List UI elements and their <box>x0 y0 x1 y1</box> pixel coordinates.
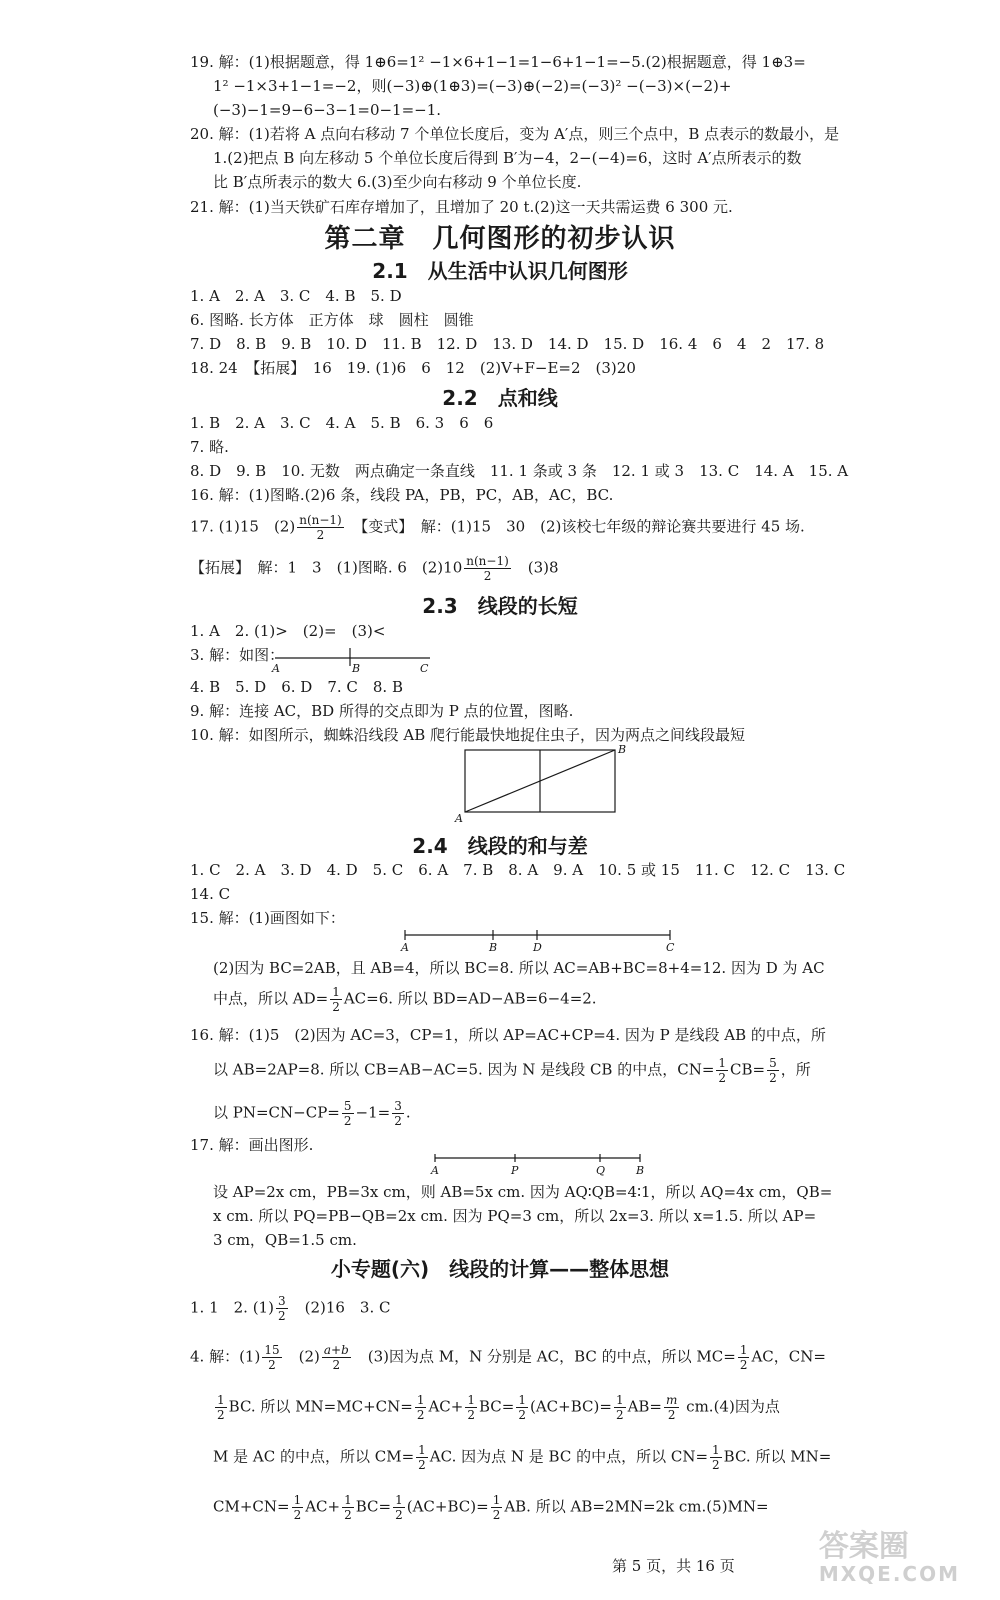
s6-line1: 1. 1 2. (1) $\frac{3}{2}$ (2)16 3. C <box>190 1294 391 1323</box>
s24-line6: 16. 解：(1)5 (2)因为 AC=3，CP=1，所以 AP=AC+CP=4. 因为 P 是线段 AB 的中点，所 <box>190 1026 826 1044</box>
label-b: B <box>489 941 498 954</box>
s6-line2: 4. 解：(1) $\frac{15}{2}$ (2) $\frac{a+b}{2}$ (3)因为点 M，N 分别是 AC，BC 的中点，所以 MC= $\frac{1}{2}$ AC，CN= <box>190 1343 826 1372</box>
fraction-half: $\frac{1}{2}$ <box>217 1393 225 1422</box>
s21-line3: 7. D 8. B 9. B 10. D 11. B 12. D 13. D 14. D 15. D 16. 4 6 4 2 17. 8 <box>190 335 825 353</box>
s22-line5: 17. (1)15 (2) $\frac{n(n-1)}{2}$ 【变式】 解：(1)15 30 (2)该校七年级的辩论赛共要进行 45 场. <box>190 513 805 542</box>
label-b: B <box>618 743 627 756</box>
label-a: A <box>455 812 463 825</box>
q20-line3: 比 B′点所表示的数大 6.(3)至少向右移动 9 个单位长度. <box>213 173 582 191</box>
section-2-3-title: 2.3 线段的长短 <box>422 594 578 618</box>
fraction-half: $\frac{1}{2}$ <box>615 1393 624 1422</box>
s24-line1: 1. C 2. A 3. D 4. D 5. C 6. A 7. B 8. A 9. A 10. 5 或 15 11. C 12. C 13. C <box>190 861 846 879</box>
s6-line5: CM+CN= $\frac{1}{2}$ AC+ $\frac{1}{2}$ BC= $\frac{1}{2}$ (AC+BC)= $\frac{1}{2}$ AB. 所以 AB=2MN=2k cm.(5)MN= <box>213 1493 769 1522</box>
fraction-three-halves: $\frac{3}{2}$ <box>277 1294 286 1323</box>
s24-line10: 设 AP=2x cm，PB=3x cm，则 AB=5x cm. 因为 AQ∶QB=4∶1，所以 AQ=4x cm，QB= <box>213 1183 833 1201</box>
label-b: B <box>636 1164 645 1177</box>
fraction-half: $\frac{1}{2}$ <box>418 1443 426 1472</box>
watermark-logo: 答案圈 MXQE.COM <box>818 1529 960 1586</box>
figure-segment-apqb <box>425 1150 655 1180</box>
fraction-half: $\frac{1}{2}$ <box>416 1393 425 1422</box>
section-2-4-title: 2.4 线段的和与差 <box>412 834 588 858</box>
label-c: C <box>666 941 675 954</box>
s24-line5: 中点，所以 AD= $\frac{1}{2}$ AC=6. 所以 BD=AD−AB=6−4=2. <box>213 985 597 1014</box>
s6-line4: M 是 AC 的中点，所以 CM= $\frac{1}{2}$ AC. 因为点 N 是 BC 的中点，所以 CN= $\frac{1}{2}$ BC. 所以 MN= <box>213 1443 832 1472</box>
label-a: A <box>272 662 280 675</box>
section-2-2-title: 2.2 点和线 <box>442 386 558 410</box>
fraction: $\frac{n(n-1)}{2}$ <box>299 513 342 542</box>
fraction-half: $\frac{1}{2}$ <box>293 1493 302 1522</box>
fraction-half: $\frac{1}{2}$ <box>467 1393 475 1422</box>
fraction-half: $\frac{1}{2}$ <box>344 1493 352 1522</box>
fraction-half: $\frac{1}{2}$ <box>718 1056 727 1085</box>
section-2-1-title: 2.1 从生活中认识几何图形 <box>372 259 628 283</box>
s22-line4: 16. 解：(1)图略.(2)6 条，线段 PA，PB，PC，AB，AC，BC. <box>190 486 614 504</box>
s21-line2: 6. 图略. 长方体 正方体 球 圆柱 圆锥 <box>190 311 474 329</box>
q21-line: 21. 解：(1)当天铁矿石库存增加了，且增加了 20 t.(2)这一天共需运费 6 300 元. <box>190 198 733 216</box>
s21-line4: 18. 24 【拓展】 16 19. (1)6 6 12 (2)V+F−E=2 (3)20 <box>190 359 636 377</box>
topic-6-title: 小专题(六) 线段的计算——整体思想 <box>330 1257 670 1281</box>
fraction-half: $\frac{1}{2}$ <box>395 1493 403 1522</box>
s6-line3: $\frac{1}{2}$ BC. 所以 MN=MC+CN= $\frac{1}{2}$ AC+ $\frac{1}{2}$ BC= $\frac{1}{2}$ (AC+BC)= $\frac{1}{2}$ AB= $\frac{m}{2}$ cm.(4)因为点 <box>217 1393 780 1422</box>
s24-line11: x cm. 所以 PQ=PB−QB=2x cm. 因为 PQ=3 cm，所以 2x=3. 所以 x=1.5. 所以 AP= <box>213 1207 817 1225</box>
s24-line4: (2)因为 BC=2AB，且 AB=4，所以 BC=8. 所以 AC=AB+BC=8+4=12. 因为 D 为 AC <box>213 959 825 977</box>
chapter-title: 第二章 几何图形的初步认识 <box>324 224 676 254</box>
q20-line2: 1.(2)把点 B 向左移动 5 个单位长度后得到 B′为−4，2−(−4)=6，这时 A′点所表示的数 <box>213 149 802 167</box>
q20-line1: 20. 解：(1)若将 A 点向右移动 7 个单位长度后，变为 A′点，则三个点中，B 点表示的数最小，是 <box>190 125 840 143</box>
fraction-m-halves: $\frac{m}{2}$ <box>666 1393 678 1422</box>
label-a: A <box>401 941 409 954</box>
q19-line2: 1² −1×3+1−1=−2，则(−3)⊕(1⊕3)=(−3)⊕(−2)=(−3)² −(−3)×(−2)+ <box>213 77 732 95</box>
q19-line3: (−3)−1=9−6−3−1=0−1=−1. <box>213 101 442 119</box>
s24-line12: 3 cm，QB=1.5 cm. <box>213 1231 357 1249</box>
label-b: B <box>352 662 361 675</box>
label-a: A <box>431 1164 439 1177</box>
fraction-half: $\frac{1}{2}$ <box>492 1493 501 1522</box>
s22-line1: 1. B 2. A 3. C 4. A 5. B 6. 3 6 6 <box>190 414 494 432</box>
s23-line2: 3. 解：如图： <box>190 646 285 664</box>
fraction: $\frac{n(n-1)}{2}$ <box>466 554 509 583</box>
s22-line6: 【拓展】 解：1 3 (1)图略. 6 (2)10 $\frac{n(n-1)}{2}$ (3)8 <box>190 554 559 583</box>
fraction-half: $\frac{1}{2}$ <box>712 1443 720 1472</box>
figure-segment-abc <box>270 646 440 674</box>
s22-line2: 7. 略. <box>190 438 229 456</box>
s23-line5: 10. 解：如图所示，蜘蛛沿线段 AB 爬行能最快地捉住虫子，因为两点之间线段最短 <box>190 726 746 744</box>
fraction-half: $\frac{1}{2}$ <box>332 985 340 1014</box>
s22-line3: 8. D 9. B 10. 无数 两点确定一条直线 11. 1 条或 3 条 12. 1 或 3 13. C 14. A 15. A <box>190 462 849 480</box>
s24-line9: 17. 解：画出图形. <box>190 1136 314 1154</box>
s24-line8: 以 PN=CN−CP= $\frac{5}{2}$ −1= $\frac{3}{2}$ . <box>213 1099 411 1128</box>
s24-line2: 14. C <box>190 885 231 903</box>
s23-line1: 1. A 2. (1)> (2)= (3)< <box>190 622 386 640</box>
page-footer: 第 5 页，共 16 页 <box>612 1557 735 1575</box>
fraction-three-halves: $\frac{3}{2}$ <box>394 1099 402 1128</box>
figure-rectangle-ab <box>455 745 625 825</box>
label-p: P <box>511 1164 519 1177</box>
label-d: D <box>533 941 542 954</box>
label-c: C <box>420 662 429 675</box>
s23-line4: 9. 解：连接 AC，BD 所得的交点即为 P 点的位置，图略. <box>190 702 574 720</box>
s21-line1: 1. A 2. A 3. C 4. B 5. D <box>190 287 402 305</box>
s24-line7: 以 AB=2AP=8. 所以 CB=AB−AC=5. 因为 N 是线段 CB 的中点，CN= $\frac{1}{2}$ CB= $\frac{5}{2}$ ，所 <box>213 1056 811 1085</box>
fraction-five-halves: $\frac{5}{2}$ <box>343 1099 352 1128</box>
fraction-fifteen-halves: $\frac{15}{2}$ <box>264 1343 280 1372</box>
fraction-five-halves: $\frac{5}{2}$ <box>769 1056 777 1085</box>
figure-segment-abdc <box>395 925 685 955</box>
fraction-half: $\frac{1}{2}$ <box>739 1343 748 1372</box>
q19-line1: 19. 解：(1)根据题意，得 1⊕6=1² −1×6+1−1=1−6+1−1=−5.(2)根据题意，得 1⊕3= <box>190 53 806 71</box>
label-q: Q <box>596 1164 606 1177</box>
fraction-a-plus-b-halves: $\frac{a+b}{2}$ <box>323 1343 349 1372</box>
fraction-half: $\frac{1}{2}$ <box>518 1393 526 1422</box>
s24-line3: 15. 解：(1)画图如下： <box>190 909 345 927</box>
s23-line3: 4. B 5. D 6. D 7. C 8. B <box>190 678 403 696</box>
